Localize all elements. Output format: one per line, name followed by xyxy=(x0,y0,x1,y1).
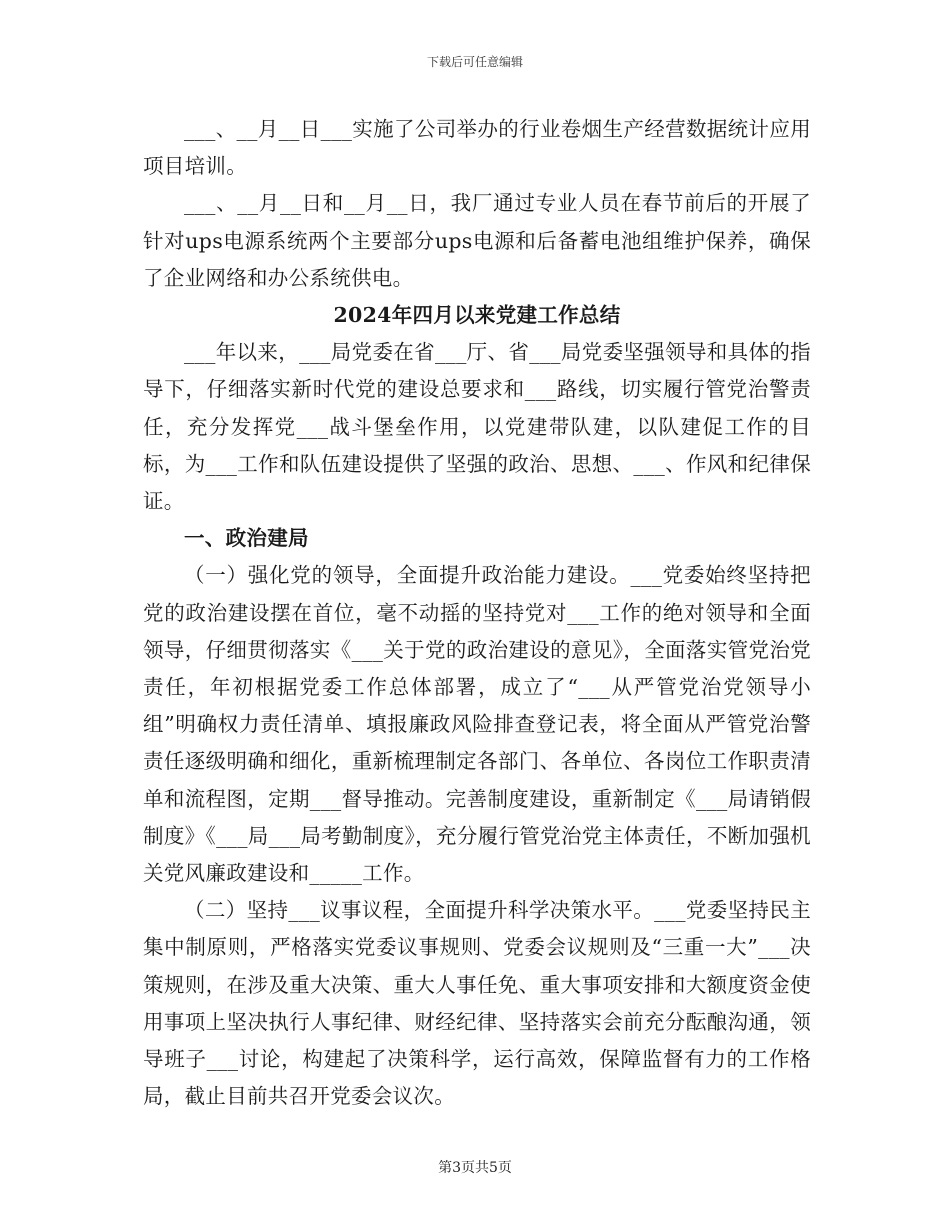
paragraph-party-leadership: （一）强化党的领导，全面提升政治能力建设。___党委始终坚持把党的政治建设摆在首位，毫不动摇的坚持党对___工作的绝对领导和全面领导，仔细贯彻落实《___关于党的政治建设的意见》，全面落实管党治党责任，年初根据党委工作总体部署，成立了“___从严管党治党领导小组”明确权力责任清单、填报廉政风险排查登记表，将全面从严管党治警责任逐级明确和细化，重新梳理制定各部门、各单位、各岗位工作职责清单和流程图，定期___督导推动。完善制度建设，重新制定《___局请销假制度》《___局___局考勤制度》，充分履行管党治党主体责任，不断加强机关党风廉政建设和_____工作。 xyxy=(143,563,811,886)
page-footer: 第3页共5页 xyxy=(438,1160,512,1176)
document-body xyxy=(143,111,811,1115)
paragraph-training: ___、__月__日___实施了公司举办的行业卷烟生产经营数据统计应用项目培训。 xyxy=(143,117,811,179)
document-title: 2024年四月以来党建工作总结 xyxy=(333,303,621,328)
page-header: 下载后可任意编辑 xyxy=(426,55,523,69)
section-heading-political: 一、政治建局 xyxy=(184,526,309,551)
paragraph-intro: ___年以来，___局党委在省___厅、省___局党委坚强领导和具体的指导下，仔细落实新时代党的建设总要求和___路线，切实履行管党治警责任，充分发挥党___战斗堡垒作用，以党建带队建，以队建促工作的目标，为___工作和队伍建设提供了坚强的政治、思想、___、作风和纪律保证。 xyxy=(143,340,811,514)
paragraph-decision-making: （二）坚持___议事议程，全面提升科学决策水平。___党委坚持民主集中制原则，严格落实党委议事规则、党委会议规则及“三重一大”___决策规则，在涉及重大决策、重大人事任免、重大事项安排和大额度资金使用事项上坚决执行人事纪律、财经纪律、坚持落实会前充分酝酿沟通，领导班子___讨论，构建起了决策科学，运行高效，保障监督有力的工作格局，截止目前共召开党委会议次。 xyxy=(143,898,811,1109)
paragraph-ups-maintenance: ___、__月__日和__月__日，我厂通过专业人员在春节前后的开展了针对ups电源系统两个主要部分ups电源和后备蓄电池组维护保养，确保了企业网络和办公系统供电。 xyxy=(143,191,811,290)
